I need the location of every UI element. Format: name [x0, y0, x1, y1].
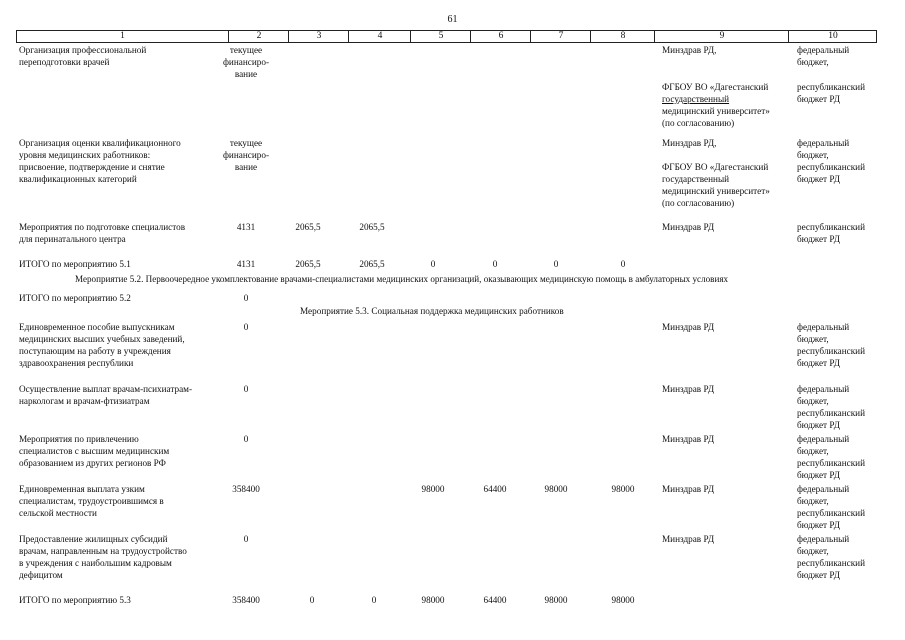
row-6-exec: Минздрав РД — [662, 322, 715, 332]
page-number: 61 — [447, 14, 458, 25]
row-8-src-line-4: бюджет РД — [797, 470, 841, 480]
total-5-2-label: ИТОГО по мероприятию 5.2 — [19, 293, 131, 303]
row-8-col2: 0 — [243, 434, 249, 444]
row-3-src-line-1: республиканский — [797, 222, 866, 232]
header-col-8: 8 — [590, 31, 655, 42]
row-2-name-line-2: уровня медицинских работников: — [19, 150, 151, 160]
total-5-1-col2: 4131 — [236, 259, 256, 269]
row-10-name-line-1: Предоставление жилищных субсидий — [19, 534, 168, 544]
row-7-name-line-2: наркологам и врачам-фтизиатрам — [19, 396, 150, 406]
row-1-src-line-6: бюджет РД — [797, 94, 841, 104]
total-5-3-col5: 98000 — [421, 595, 445, 605]
total-5-1-col7: 0 — [553, 259, 559, 269]
row-1-exec-line-7: (по согласованию) — [662, 118, 735, 128]
row-3-col4: 2065,5 — [359, 222, 385, 232]
row-2-src-line-4: бюджет РД — [797, 174, 841, 184]
header-col-10: 10 — [788, 31, 877, 42]
row-10-exec: Минздрав РД — [662, 534, 715, 544]
header-col-6: 6 — [470, 31, 531, 42]
row-7-src-line-3: республиканский — [797, 408, 866, 418]
row-2-exec-line-4: государственный — [662, 174, 730, 184]
row-2-exec-line-1: Минздрав РД, — [662, 138, 717, 148]
row-2-src-line-3: республиканский — [797, 162, 866, 172]
row-8-name-line-1: Мероприятия по привлечению — [19, 434, 139, 444]
total-5-3-col2: 358400 — [232, 595, 260, 605]
row-9-col2: 358400 — [232, 484, 260, 494]
row-9-src-line-2: бюджет, — [797, 496, 829, 506]
total-5-3-col4: 0 — [371, 595, 377, 605]
header-col-2: 2 — [228, 31, 289, 42]
total-5-3-col8: 98000 — [611, 595, 635, 605]
row-2-name-line-1: Организация оценки квалификационного — [19, 138, 181, 148]
row-6-name-line-2: медицинских высших учебных заведений, — [19, 334, 185, 344]
header-col-4: 4 — [348, 31, 411, 42]
total-5-1-col5: 0 — [430, 259, 436, 269]
row-9-name-line-2: специалистам, трудоустроившимся в — [19, 496, 164, 506]
row-7-src-line-2: бюджет, — [797, 396, 829, 406]
header-col-5: 5 — [410, 31, 471, 42]
header-col-3: 3 — [288, 31, 349, 42]
row-6-name-line-4: здравоохранения республики — [19, 358, 134, 368]
row-1-exec-line-4: ФГБОУ ВО «Дагестанский — [662, 82, 769, 92]
table-header-row — [16, 30, 877, 43]
row-9-exec: Минздрав РД — [662, 484, 715, 494]
row-1-name-line-2: переподготовки врачей — [19, 57, 110, 67]
total-5-3-col6: 64400 — [483, 595, 507, 605]
row-9-col8: 98000 — [611, 484, 635, 494]
row-1-name-line-1: Организация профессиональной — [19, 45, 147, 55]
row-6-src-line-3: республиканский — [797, 346, 866, 356]
row-1-src-line-1: федеральный — [797, 45, 850, 55]
row-1-exec-line-1: Минздрав РД, — [662, 45, 717, 55]
row-9-src-line-1: федеральный — [797, 484, 850, 494]
row-2-src-line-2: бюджет, — [797, 150, 829, 160]
row-3-exec-line-1: Минздрав РД — [662, 222, 715, 232]
row-8-name-line-2: специалистов с высшим медицинским — [19, 446, 170, 456]
row-2-col2-line-1: текущее — [229, 138, 263, 148]
total-5-1-label: ИТОГО по мероприятию 5.1 — [19, 259, 131, 269]
row-7-src-line-1: федеральный — [797, 384, 850, 394]
row-2-exec-line-5: медицинский университет» — [662, 186, 770, 196]
row-2-exec-line-6: (по согласованию) — [662, 198, 735, 208]
row-10-col2: 0 — [243, 534, 249, 544]
header-col-1: 1 — [120, 31, 125, 41]
row-10-src-line-4: бюджет РД — [797, 570, 841, 580]
row-9-col5: 98000 — [421, 484, 445, 494]
row-2-col2-line-2: финансиро- — [222, 150, 270, 160]
row-6-col2: 0 — [243, 322, 249, 332]
row-7-col2: 0 — [243, 384, 249, 394]
row-9-col6: 64400 — [483, 484, 507, 494]
total-5-1-col3: 2065,5 — [295, 259, 321, 269]
row-7-name-line-1: Осуществление выплат врачам-психиатрам- — [19, 384, 193, 394]
total-5-1-col8: 0 — [620, 259, 626, 269]
row-3-col3: 2065,5 — [295, 222, 321, 232]
row-10-name-line-3: в учреждения с наибольшим кадровым — [19, 558, 172, 568]
row-9-name-line-1: Единовременная выплата узким — [19, 484, 145, 494]
row-6-src-line-4: бюджет РД — [797, 358, 841, 368]
row-9-src-line-4: бюджет РД — [797, 520, 841, 530]
row-2-src-line-1: федеральный — [797, 138, 850, 148]
header-col-9: 9 — [654, 31, 789, 42]
total-5-1-col4: 2065,5 — [359, 259, 385, 269]
row-3-col2: 4131 — [236, 222, 256, 232]
row-7-exec: Минздрав РД — [662, 384, 715, 394]
row-3-src-line-2: бюджет РД — [797, 234, 841, 244]
row-10-name-line-2: врачам, направленным на трудоустройство — [19, 546, 187, 556]
total-5-2-col2: 0 — [243, 293, 249, 303]
row-9-name-line-3: сельской местности — [19, 508, 97, 518]
row-1-col2-line-2: финансиро- — [222, 57, 270, 67]
row-8-src-line-2: бюджет, — [797, 446, 829, 456]
row-6-src-line-1: федеральный — [797, 322, 850, 332]
row-9-src-line-3: республиканский — [797, 508, 866, 518]
row-10-name-line-4: дефицитом — [19, 570, 63, 580]
total-5-3-col3: 0 — [309, 595, 315, 605]
row-2-name-line-4: квалификационных категорий — [19, 174, 137, 184]
row-1-src-line-2: бюджет, — [797, 57, 829, 67]
row-2-name-line-3: присвоение, подтверждение и снятие — [19, 162, 165, 172]
row-1-exec-line-6: медицинский университет» — [662, 106, 770, 116]
row-3-name-line-1: Мероприятия по подготовке специалистов — [19, 222, 186, 232]
row-6-src-line-2: бюджет, — [797, 334, 829, 344]
row-3-name-line-2: для перинатального центра — [19, 234, 126, 244]
row-8-name-line-3: образованием из других регионов РФ — [19, 458, 166, 468]
row-1-src-line-5: республиканский — [797, 82, 866, 92]
row-7-src-line-4: бюджет РД — [797, 420, 841, 430]
total-5-3-col7: 98000 — [544, 595, 568, 605]
row-6-name-line-1: Единовременное пособие выпускникам — [19, 322, 175, 332]
row-6-name-line-3: поступающим на работу в учреждения — [19, 346, 171, 356]
row-10-src-line-2: бюджет, — [797, 546, 829, 556]
section-5-3-heading: Мероприятие 5.3. Социальная поддержка медицинских работников — [300, 306, 564, 316]
section-5-2-heading: Мероприятие 5.2. Первоочередное укомплектование врачами-специалистами медицинских организаций, оказывающих медицинскую помощь в амбулаторных условиях — [75, 274, 729, 284]
row-8-exec: Минздрав РД — [662, 434, 715, 444]
row-2-exec-line-3: ФГБОУ ВО «Дагестанский — [662, 162, 769, 172]
row-10-src-line-3: республиканский — [797, 558, 866, 568]
row-1-col2-line-3: вание — [234, 69, 258, 79]
row-10-src-line-1: федеральный — [797, 534, 850, 544]
row-8-src-line-3: республиканский — [797, 458, 866, 468]
row-1-col2-line-1: текущее — [229, 45, 263, 55]
row-2-col2-line-3: вание — [234, 162, 258, 172]
header-col-7: 7 — [530, 31, 591, 42]
row-1-exec-line-5: государственный — [662, 94, 730, 104]
row-8-src-line-1: федеральный — [797, 434, 850, 444]
total-5-3-label: ИТОГО по мероприятию 5.3 — [19, 595, 131, 605]
row-9-col7: 98000 — [544, 484, 568, 494]
total-5-1-col6: 0 — [492, 259, 498, 269]
